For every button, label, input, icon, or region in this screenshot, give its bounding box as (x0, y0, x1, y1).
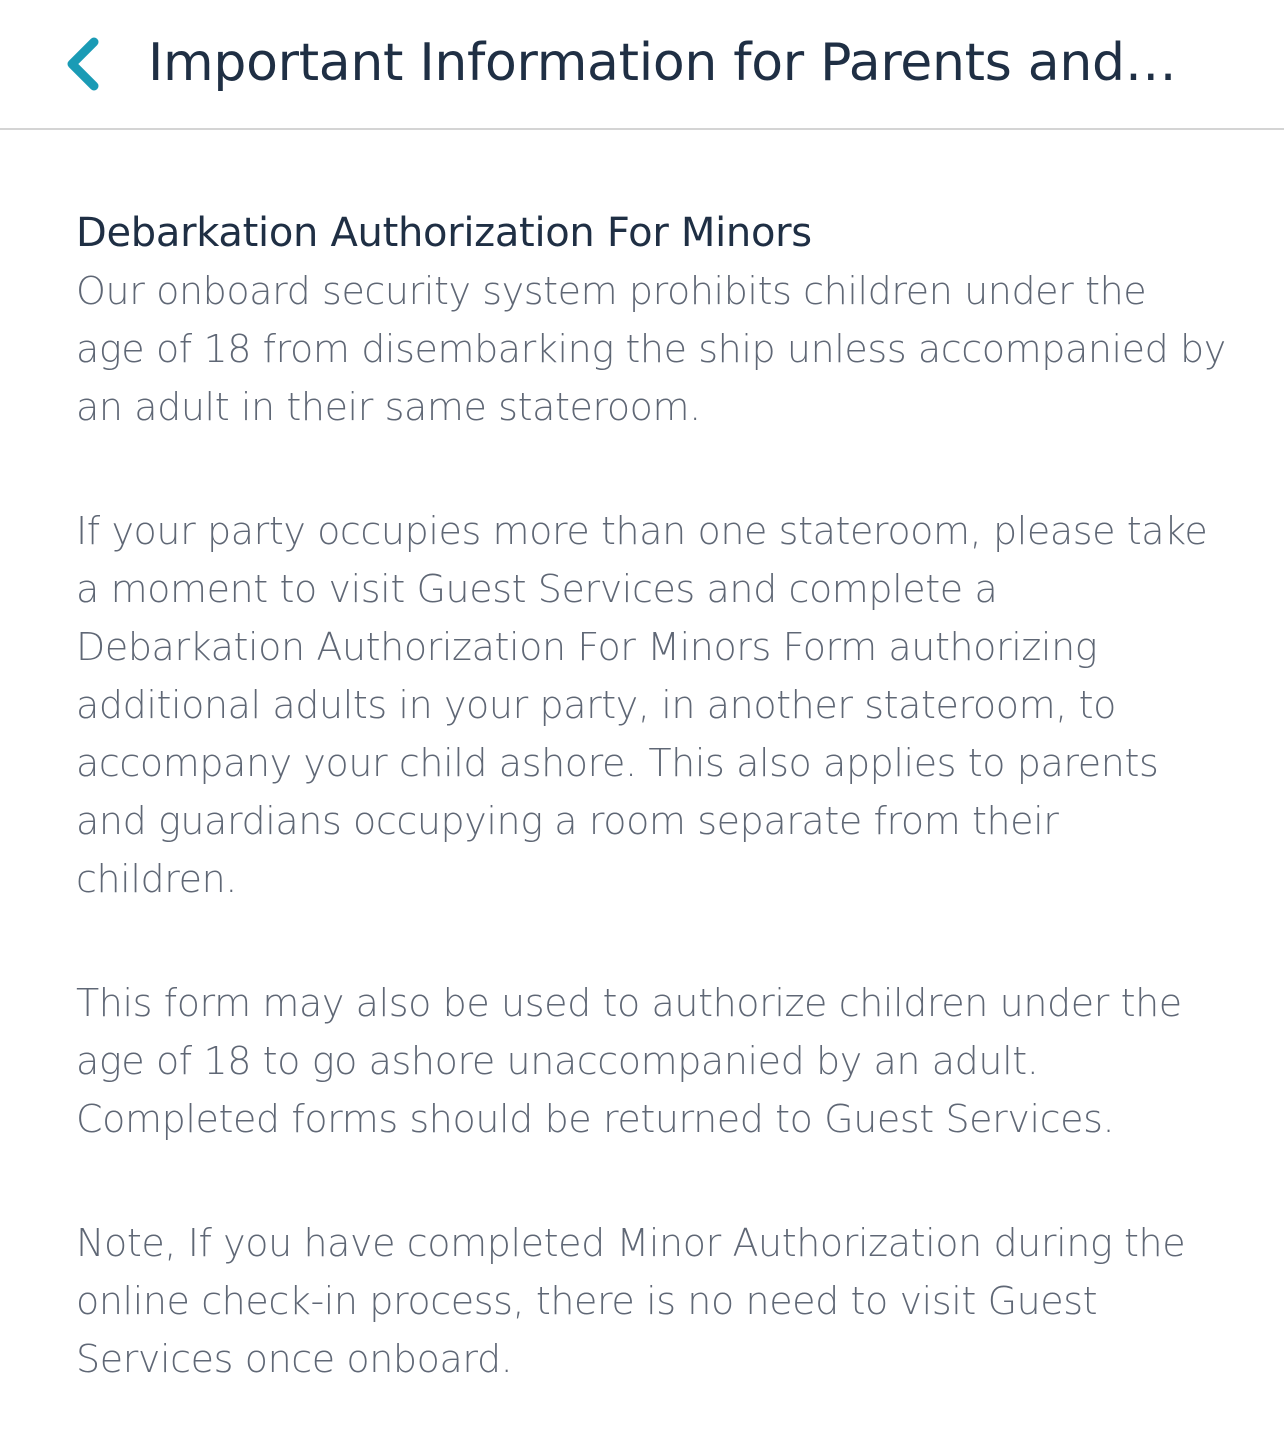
paragraph-unaccompanied-minors: This form may also be used to authorize children under the age of 18 to go ashore unaccompanied by an adult. Completed forms should be returned to Guest Services. (76, 981, 1182, 1141)
paragraph-online-checkin-note: Note, If you have completed Minor Authorization during the online check-in process, there is no need to visit Guest Services once onboard. (76, 1221, 1186, 1381)
page-title: Important Information for Parents and… (148, 33, 1177, 93)
paragraph-security-policy: Our onboard security system prohibits children under the age of 18 from disembarking the ship unless accompanied by an adult in their same stateroom. (76, 269, 1226, 429)
paragraph-multiple-staterooms: If your party occupies more than one stateroom, please take a moment to visit Guest Services and complete a Debarkation Authorization For Minors Form authorizing additional adults in your party, in another stateroom, to accompany your child ashore. This also applies to parents and guardians occupying a room separate from their children. (76, 509, 1208, 901)
info-content (76, 204, 1226, 1388)
chevron-left-icon (62, 36, 102, 92)
nav-header (0, 0, 1284, 130)
section-heading: Debarkation Authorization For Minors (76, 210, 812, 256)
back-button[interactable] (44, 26, 120, 102)
